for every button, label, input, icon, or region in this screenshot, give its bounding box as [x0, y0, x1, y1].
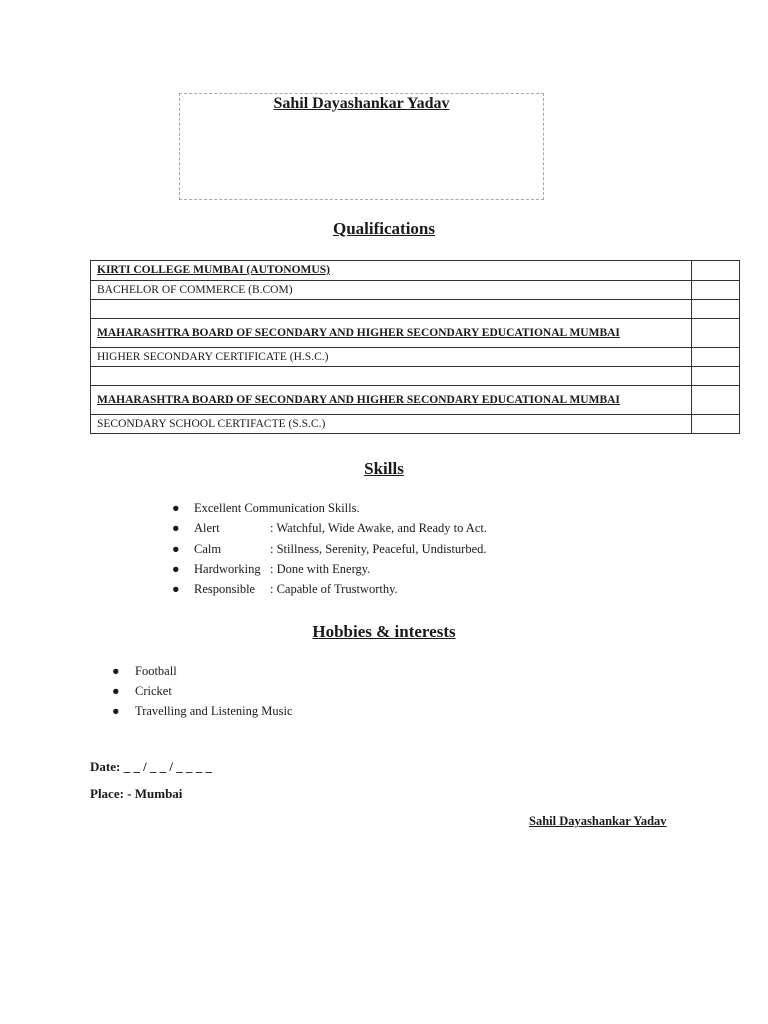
- degree-cell: HIGHER SECONDARY CERTIFICATE (H.S.C.): [91, 348, 692, 367]
- degree-cell: SECONDARY SCHOOL CERTIFACTE (S.S.C.): [91, 415, 692, 434]
- side-cell: [692, 386, 740, 415]
- bullet-icon: ●: [172, 501, 180, 515]
- bullet-icon: ●: [172, 561, 180, 576]
- side-cell: [692, 319, 740, 348]
- date-line: Date: _ _ / _ _ / _ _ _ _: [90, 759, 213, 774]
- institution-cell: MAHARASHTRA BOARD OF SECONDARY AND HIGHER SECONDARY EDUCATIONAL MUMBAI: [91, 386, 692, 415]
- signature-name: Sahil Dayashankar Yadav: [529, 814, 667, 828]
- table-row: [91, 281, 740, 300]
- bullet-icon: ●: [172, 582, 180, 597]
- table-row: [91, 415, 740, 434]
- qualifications-heading: Qualifications: [332, 219, 435, 238]
- hobbies-heading: Hobbies & interests: [312, 622, 456, 641]
- side-cell: [692, 281, 740, 300]
- place-line: Place: - Mumbai: [90, 786, 183, 801]
- table-row: [91, 261, 740, 281]
- skills-heading: Skills: [364, 459, 404, 478]
- degree-cell: BACHELOR OF COMMERCE (B.COM): [91, 281, 692, 300]
- bullet-icon: ●: [172, 541, 180, 556]
- bullet-icon: ●: [112, 704, 120, 718]
- qualifications-table: [90, 260, 740, 434]
- side-cell: [692, 300, 740, 319]
- candidate-name: Sahil Dayashankar Yadav: [273, 95, 450, 112]
- bullet-icon: ●: [172, 521, 180, 536]
- side-cell: [692, 348, 740, 367]
- institution-cell: MAHARASHTRA BOARD OF SECONDARY AND HIGHER SECONDARY EDUCATIONAL MUMBAI: [91, 319, 692, 348]
- table-row-blank: [91, 367, 740, 386]
- side-cell: [692, 415, 740, 434]
- blank-cell: [91, 367, 692, 386]
- blank-cell: [91, 300, 692, 319]
- bullet-icon: ●: [112, 664, 120, 678]
- table-row-blank: [91, 300, 740, 319]
- table-row: [91, 386, 740, 415]
- table-row: [91, 319, 740, 348]
- institution-cell: KIRTI COLLEGE MUMBAI (AUTONOMUS): [91, 261, 692, 281]
- name-box: [179, 93, 544, 200]
- bullet-icon: ●: [112, 684, 120, 698]
- side-cell: [692, 367, 740, 386]
- side-cell: [692, 261, 740, 281]
- table-row: [91, 348, 740, 367]
